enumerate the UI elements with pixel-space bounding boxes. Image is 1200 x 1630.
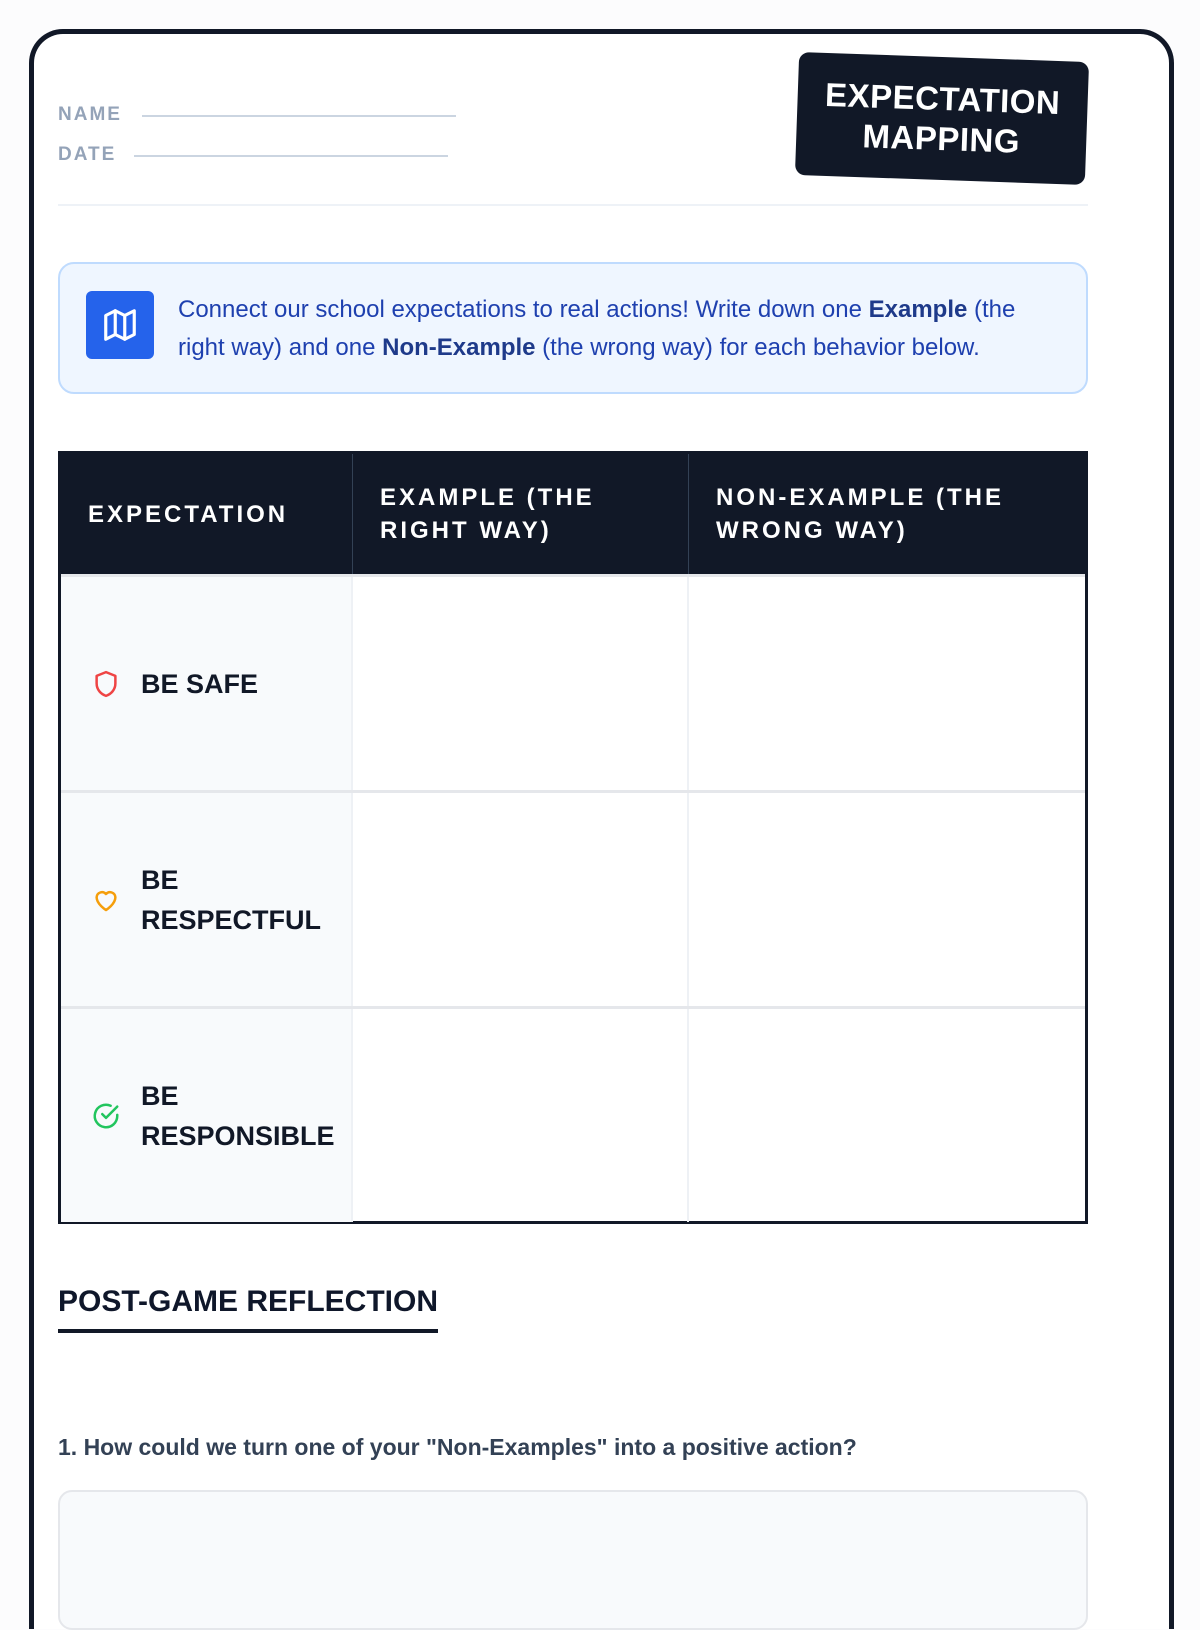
header-non-example: NON-EXAMPLE (THE WRONG WAY) [716, 484, 1004, 544]
non-example-cell[interactable] [689, 793, 1085, 1006]
instructions-text: Connect our school expectations to real actions! Write down one Example (the right way) and one Non-Example (the wrong way) for each behavior below. [178, 296, 1016, 361]
reflection-question-1: 1. How could we turn one of your "Non-Examples" into a positive action? [58, 1434, 857, 1460]
expectation-label: BE RESPECTFUL [141, 864, 322, 935]
expectation-cell [61, 577, 353, 790]
page-title: EXPECTATION MAPPING [824, 75, 1061, 160]
map-icon [86, 291, 154, 359]
non-example-cell[interactable] [689, 1009, 1085, 1222]
expectation-cell [61, 793, 353, 1006]
table-row [61, 1006, 1085, 1222]
header-example: EXAMPLE (THE RIGHT WAY) [353, 454, 689, 574]
header-fields [58, 86, 456, 166]
example-cell[interactable] [353, 577, 689, 790]
example-cell[interactable] [353, 793, 689, 1006]
expectation-table [58, 451, 1088, 1224]
date-label: DATE [58, 144, 117, 165]
instructions-box [58, 262, 1088, 394]
table-row [61, 790, 1085, 1006]
non-example-emphasis: Non-Example [382, 334, 536, 361]
name-field [58, 86, 456, 126]
table-row [61, 574, 1085, 790]
expectation-label: BE SAFE [141, 668, 259, 699]
title-badge [795, 52, 1089, 185]
date-line[interactable] [134, 155, 448, 157]
example-cell[interactable] [353, 1009, 689, 1222]
header-divider [58, 204, 1088, 206]
reflection-heading: POST-GAME REFLECTION [58, 1285, 438, 1333]
example-emphasis: Example [868, 296, 968, 323]
date-field [58, 126, 456, 166]
answer-box-1[interactable] [58, 1490, 1088, 1630]
expectation-label: BE RESPONSIBLE [141, 1080, 335, 1151]
non-example-cell[interactable] [689, 577, 1085, 790]
shield-icon [89, 667, 123, 701]
check-circle-icon [89, 1099, 123, 1133]
name-label: NAME [58, 104, 122, 125]
header-expectation: EXPECTATION [61, 454, 353, 574]
table-header [61, 454, 1085, 574]
heart-icon [89, 883, 123, 917]
expectation-cell [61, 1009, 353, 1222]
name-line[interactable] [142, 115, 456, 117]
